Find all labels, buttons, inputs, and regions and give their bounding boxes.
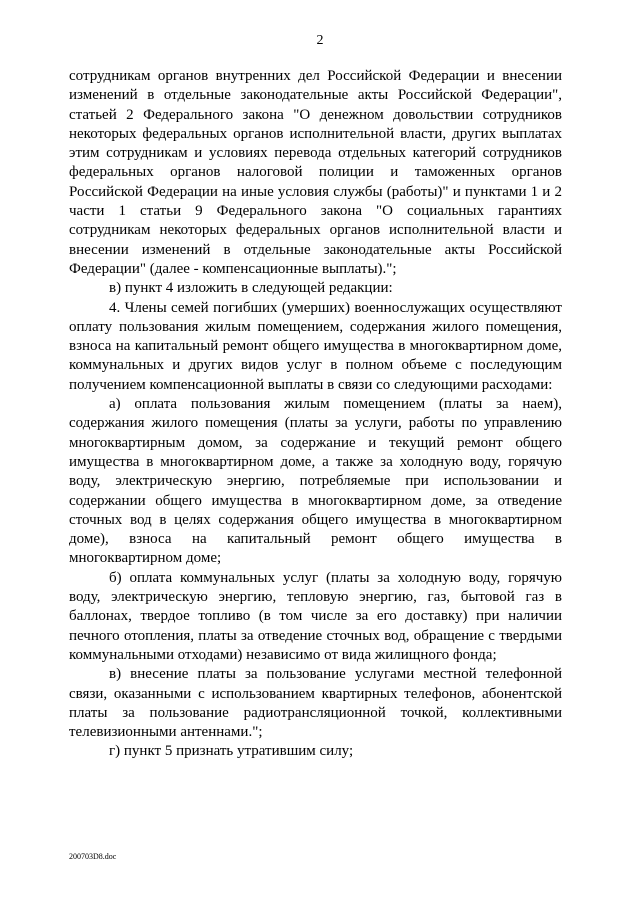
paragraph-subitem-v: в) внесение платы за пользование услугами местной телефонной связи, оказанными с использованием квартирных телефонов, абонентской платы за пользование радиотрансляционной точкой, коллективными телевизионными антеннами."; — [69, 666, 562, 741]
paragraph-subitem-a: а) оплата пользования жилым помещением (платы за наем), содержания жилого помещения (платы за услуги, работы по управлению многоквартирным домом, за содержание и текущий ремонт общего имущества в многоквартирном доме, а также за холодную воду, горячую воду, электрическую энергию, потребляемые при использовании и содержании общего имущества в многоквартирном доме, за отведение сточных вод в целях содержания общего имущества в многоквартирном доме), взноса на капитальный ремонт общего имущества в многоквартирном доме; — [69, 396, 562, 567]
paragraph-item-g: г) пункт 5 признать утратившим силу; — [109, 743, 354, 760]
paragraph-item-v: в) пункт 4 изложить в следующей редакции: — [109, 280, 393, 297]
document-body — [69, 67, 562, 762]
page-number: 2 — [316, 33, 324, 48]
paragraph-subitem-b: б) оплата коммунальных услуг (платы за холодную воду, горячую воду, электрическую энергию, тепловую энергию, газ, бытовой газ в баллонах, твердое топливо (в том числе за его доставку) при наличии печного отопления, платы за отведение сточных вод, обращение с твердыми коммунальными отходами) независимо от вида жилищного фонда; — [69, 569, 562, 663]
paragraph-continuation: сотрудникам органов внутренних дел Российской Федерации и внесении изменений в отдельные законодательные акты Российской Федерации", статьей 2 Федерального закона "О денежном довольствии сотрудников некоторых федеральных органов исполнительной власти, других выплатах этим сотрудникам и условиях перевода отдельных категорий сотрудников федеральных органов налоговой полиции и таможенных органов Российской Федерации на иные условия службы (работы)" и пунктами 1 и 2 части 1 статьи 9 Федерального закона "О социальных гарантиях сотрудникам некоторых федеральных органов исполнительной власти и внесении изменений в отдельные законодательные акты Российской Федерации" (далее - компенсационные выплаты)."; — [69, 68, 562, 277]
file-name-footer: 200703D8.doc — [69, 852, 117, 861]
paragraph-point-4: 4. Члены семей погибших (умерших) военнослужащих осуществляют оплату пользования жилым помещением, содержания жилого помещения, взноса на капитальный ремонт общего имущества в многоквартирном доме, коммунальных и других видов услуг в полном объеме с последующим получением компенсационной выплаты в связи со следующими расходами: — [69, 299, 562, 393]
